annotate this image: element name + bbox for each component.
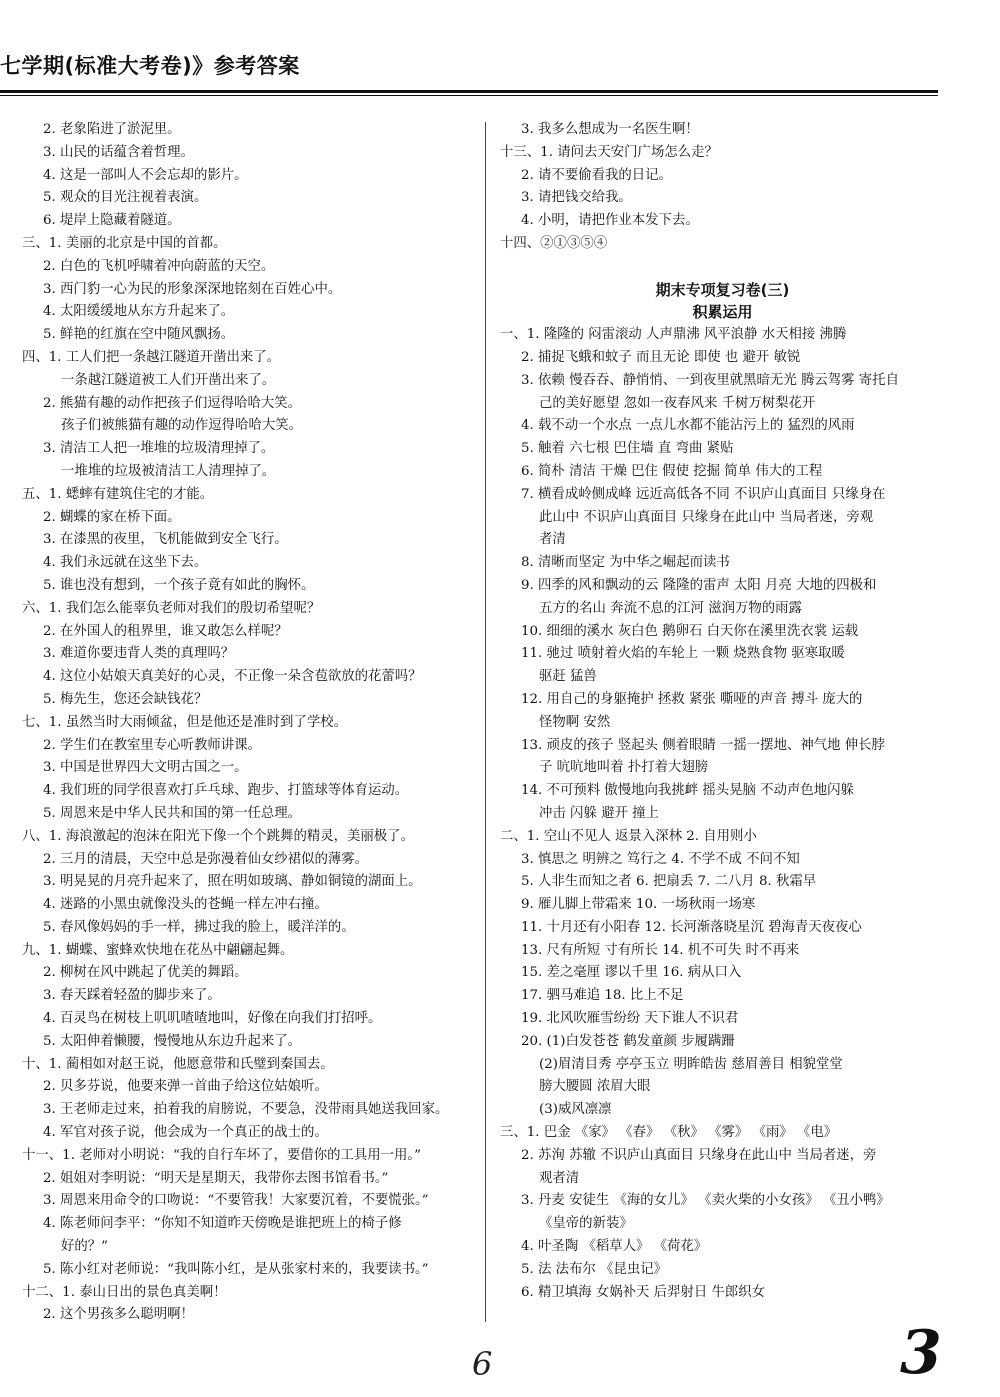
answer-line: 2. 姐姐对李明说：“明天是星期天，我带你去图书馆看书。”: [43, 1170, 389, 1186]
answer-line: 3. 清洁工人把一堆堆的垃圾清理掉了。: [43, 441, 275, 457]
answer-line: 5. 人非生而知之者 6. 把扇丢 7. 二八月 8. 秋霜早: [521, 874, 817, 890]
answer-line: 2. 苏洵 苏辙 不识庐山真面目 只缘身在此山中 当局者迷，旁: [521, 1147, 877, 1163]
answer-line: 4. 载不动一个水点 一点儿水都不能沾污上的 猛烈的风雨: [521, 418, 855, 434]
answer-line: 3. 在漆黑的夜里，飞机能做到安全飞行。: [43, 532, 288, 548]
column-divider: [485, 122, 486, 1322]
answer-line: 6. 精卫填海 女娲补天 后羿射日 牛郎织女: [521, 1284, 766, 1300]
answer-line: 11. 驰过 喷射着火焰的车轮上 一颗 烧熟食物 驱寒取暖: [521, 646, 845, 662]
answer-line: (3)威风凛凛: [539, 1102, 612, 1118]
left-column: [22, 119, 477, 1327]
answer-line: 12. 用自己的身躯掩护 拯救 紧张 嘶哑的声音 搏斗 庞大的: [521, 691, 863, 707]
answer-line: 3. 中国是世界四大文明古国之一。: [43, 760, 248, 776]
answer-line: 3. 王老师走过来，拍着我的肩膀说，不要急，没带雨具她送我回家。: [43, 1102, 449, 1118]
header-rule-thin: [0, 95, 938, 96]
answer-line: 7. 横看成岭侧成峰 远近高低各不同 不识庐山真面目 只缘身在: [521, 486, 886, 502]
answer-line: 2. 捕捉飞蛾和蚊子 而且无论 即使 也 避开 敏锐: [521, 349, 801, 365]
answer-line: 十一、1. 老师对小明说：“我的自行车坏了，要借你的工具用一用。”: [22, 1147, 421, 1163]
right-column-main: [500, 324, 945, 1304]
answer-line: 9. 雁儿脚上带霜来 10. 一场秋雨一场寒: [521, 897, 756, 913]
answer-line: 一条越江隧道被工人们开凿出来了。: [61, 372, 276, 388]
spacer: [500, 256, 945, 279]
answer-line: 11. 十月还有小阳春 12. 长河渐落晓星沉 碧海青天夜夜心: [521, 919, 862, 935]
answer-line: 3. 依赖 慢吞吞、静悄悄、一到夜里就黑暗无光 腾云驾雾 寄托自: [521, 372, 899, 388]
answer-line: 子 吭吭地叫着 扑打着大翅膀: [539, 760, 709, 776]
answer-line: 4. 这位小姑娘天真美好的心灵，不正像一朵含苞欲放的花蕾吗？: [43, 669, 422, 685]
right-column-top: [500, 119, 945, 256]
answer-line: 2. 白色的飞机呼啸着冲向蔚蓝的天空。: [43, 258, 275, 274]
answer-line: 七、1. 虽然当时大雨倾盆，但是他还是准时到了学校。: [22, 714, 348, 730]
answer-line: 十三、1. 请问去天安门广场怎么走？: [500, 144, 718, 160]
answer-line: 5. 谁也没有想到，一个孩子竟有如此的胸怀。: [43, 577, 315, 593]
answer-line: 5. 触着 六七根 巴住墙 直 弯曲 紧贴: [521, 441, 734, 457]
answer-line: 4. 陈老师问李平：“你知不知道昨天傍晚是谁把班上的椅子修: [43, 1216, 402, 1232]
answer-line: 9. 四季的风和飘动的云 隆隆的雷声 太阳 月亮 大地的四极和: [521, 577, 877, 593]
answer-line: 5. 观众的目光注视着表演。: [43, 190, 208, 206]
answer-line: 4. 太阳缓缓地从东方升起来了。: [43, 304, 235, 320]
answer-line: 4. 百灵鸟在树枝上叽叽喳喳地叫，好像在向我们打招呼。: [43, 1011, 382, 1027]
answer-line: 2. 柳树在风中跳起了优美的舞蹈。: [43, 965, 248, 981]
answer-line: 13. 顽皮的孩子 竖起头 侧着眼睛 一摇一摆地、神气地 伸长脖: [521, 737, 885, 753]
answer-line: 4. 这是一部叫人不会忘却的影片。: [43, 167, 248, 183]
answer-line: 者清: [539, 532, 566, 548]
answer-line: 一、1. 隆隆的 闷雷滚动 人声鼎沸 风平浪静 水天相接 沸腾: [500, 327, 847, 343]
answer-line: 4. 军官对孩子说，他会成为一个真正的战士的。: [43, 1125, 328, 1141]
answer-line: 此山中 不识庐山真面目 只缘身在此山中 当局者迷，旁观: [539, 509, 874, 525]
page-title: 七学期(标准大考卷)》参考答案: [0, 54, 300, 78]
answer-line: 九、1. 蝴蝶、蜜蜂欢快地在花丛中翩翩起舞。: [22, 942, 294, 958]
answer-line: 2. 贝多芬说，他要来弹一首曲子给这位姑娘听。: [43, 1079, 328, 1095]
answer-line: 孩子们被熊猫有趣的动作逗得哈哈大笑。: [61, 418, 303, 434]
answer-line: 2. 蝴蝶的家在桥下面。: [43, 509, 181, 525]
answer-line: 4. 迷路的小黑虫就像没头的苍蝇一样左冲右撞。: [43, 897, 328, 913]
answer-line: 2. 这个男孩多么聪明啊！: [43, 1307, 194, 1323]
answer-line: 3. 周恩来用命令的口吻说：“不要管我！大家要沉着，不要慌张。”: [43, 1193, 429, 1209]
answer-line: 19. 北风吹雁雪纷纷 天下谁人不识君: [521, 1011, 739, 1027]
answer-line: 4. 我们班的同学很喜欢打乒乓球、跑步、打篮球等体育运动。: [43, 783, 409, 799]
answer-line: 5. 梅先生，您还会缺钱花？: [43, 691, 208, 707]
answer-line: 5. 鲜艳的红旗在空中随风飘扬。: [43, 327, 235, 343]
answer-line: 14. 不可预料 傲慢地向我挑衅 摇头晃脑 不动声色地闪躲: [521, 783, 854, 799]
answer-line: 5. 春风像妈妈的手一样，拂过我的脸上，暖洋洋的。: [43, 919, 355, 935]
answer-line: 5. 太阳伸着懒腰，慢慢地从东边升起来了。: [43, 1033, 302, 1049]
answer-line: 10. 细细的溪水 灰白色 鹅卵石 白天你在溪里洗衣裳 运载: [521, 623, 859, 639]
answer-line: 3. 丹麦 安徒生 《海的女儿》 《卖火柴的小女孩》 《丑小鸭》: [521, 1193, 890, 1209]
answer-line: 5. 周恩来是中华人民共和国的第一任总理。: [43, 805, 302, 821]
answer-line: 三、1. 美丽的北京是中国的首都。: [22, 235, 227, 251]
answer-line: 3. 请把钱交给我。: [521, 190, 632, 206]
answer-line: 膀大腰圆 浓眉大眼: [539, 1079, 651, 1095]
answer-line: 3. 山民的话蕴含着哲理。: [43, 144, 194, 160]
answer-line: 3. 难道你要违背人类的真理吗？: [43, 646, 235, 662]
answer-line: 3. 明晃晃的月亮升起来了，照在明如玻璃、静如铜镜的湖面上。: [43, 874, 422, 890]
answer-line: 3. 西门豹一心为民的形象深深地铭刻在百姓心中。: [43, 281, 342, 297]
answer-line: 二、1. 空山不见人 返景入深林 2. 自用则小: [500, 828, 757, 844]
answer-line: 怪物啊 安然: [539, 714, 611, 730]
answer-line: 八、1. 海浪激起的泡沫在阳光下像一个个跳舞的精灵，美丽极了。: [22, 828, 414, 844]
answer-line: 2. 在外国人的租界里，谁又敢怎么样呢？: [43, 623, 288, 639]
answer-line: 观者清: [539, 1170, 580, 1186]
answer-line: 好的？”: [61, 1239, 109, 1255]
answer-line: 四、1. 工人们把一条越江隧道开凿出来了。: [22, 349, 281, 365]
answer-line: 13. 尺有所短 寸有所长 14. 机不可失 时不再来: [521, 942, 800, 958]
answer-line: 驱赶 猛兽: [539, 669, 597, 685]
answer-line: 一堆堆的垃圾被清洁工人清理掉了。: [61, 463, 276, 479]
answer-line: 4. 我们永远就在这坐下去。: [43, 555, 208, 571]
section-title: 期末专项复习卷(三): [655, 280, 790, 299]
answer-line: 8. 清晰而坚定 为中华之崛起而读书: [521, 555, 730, 571]
answer-line: 十、1. 蔺相如对赵王说，他愿意带和氏璧到秦国去。: [22, 1056, 334, 1072]
answer-line: 2. 请不要偷看我的日记。: [521, 167, 672, 183]
right-column: [500, 119, 945, 1304]
answer-line: 己的美好愿望 忽如一夜春风来 千树万树梨花开: [539, 395, 816, 411]
answer-line: 十二、1. 泰山日出的景色真美啊！: [22, 1284, 227, 1300]
answer-line: 五方的名山 奔流不息的江河 滋润万物的雨露: [539, 600, 802, 616]
answer-line: 十四、②①③⑤④: [500, 235, 608, 251]
section-subtitle: 积累运用: [692, 303, 753, 322]
answer-line: 4. 小明，请把作业本发下去。: [521, 213, 699, 229]
answer-line: 3. 春天踩着轻盈的脚步来了。: [43, 988, 221, 1004]
answer-line: 20. (1)白发苍苍 鹤发童颜 步履蹒跚: [521, 1033, 735, 1049]
answer-line: 五、1. 蟋蟀有建筑住宅的才能。: [22, 486, 214, 502]
answer-line: 冲击 闪躲 避开 撞上: [539, 805, 659, 821]
page-number: 3: [900, 1318, 942, 1388]
answer-line: 4. 叶圣陶 《稻草人》 《荷花》: [521, 1239, 708, 1255]
answer-line: 6. 堤岸上隐藏着隧道。: [43, 213, 181, 229]
handwritten-mark: 6: [472, 1345, 493, 1383]
answer-line: 5. 陈小红对老师说：“我叫陈小红，是从张家村来的，我要读书。”: [43, 1261, 429, 1277]
answer-line: 6. 简朴 清洁 干燥 巴住 假使 挖掘 简单 伟大的工程: [521, 463, 823, 479]
answer-line: 5. 法 法布尔 《昆虫记》: [521, 1261, 668, 1277]
answer-line: 2. 老象陷进了淤泥里。: [43, 122, 181, 137]
answer-line: 六、1. 我们怎么能辜负老师对我们的殷切希望呢？: [22, 600, 321, 616]
answer-line: 3. 我多么想成为一名医生啊！: [521, 122, 699, 137]
answer-line: 17. 驷马难追 18. 比上不足: [521, 988, 684, 1004]
answer-line: 2. 学生们在教室里专心听教师讲课。: [43, 737, 261, 753]
answer-line: 三、1. 巴金 《家》 《春》 《秋》 《雾》 《雨》 《电》: [500, 1125, 838, 1141]
answer-line: 2. 熊猫有趣的动作把孩子们逗得哈哈大笑。: [43, 395, 302, 411]
answer-line: 2. 三月的清晨，天空中总是弥漫着仙女纱裙似的薄雾。: [43, 851, 369, 867]
answer-line: 15. 差之毫厘 谬以千里 16. 病从口入: [521, 965, 742, 981]
header-rule: [0, 90, 938, 93]
answer-line: 《皇帝的新装》: [539, 1216, 633, 1232]
answer-line: 3. 慎思之 明辨之 笃行之 4. 不学不成 不问不知: [521, 851, 800, 867]
answer-line: (2)眉清目秀 亭亭玉立 明眸皓齿 慈眉善目 相貌堂堂: [539, 1056, 843, 1072]
